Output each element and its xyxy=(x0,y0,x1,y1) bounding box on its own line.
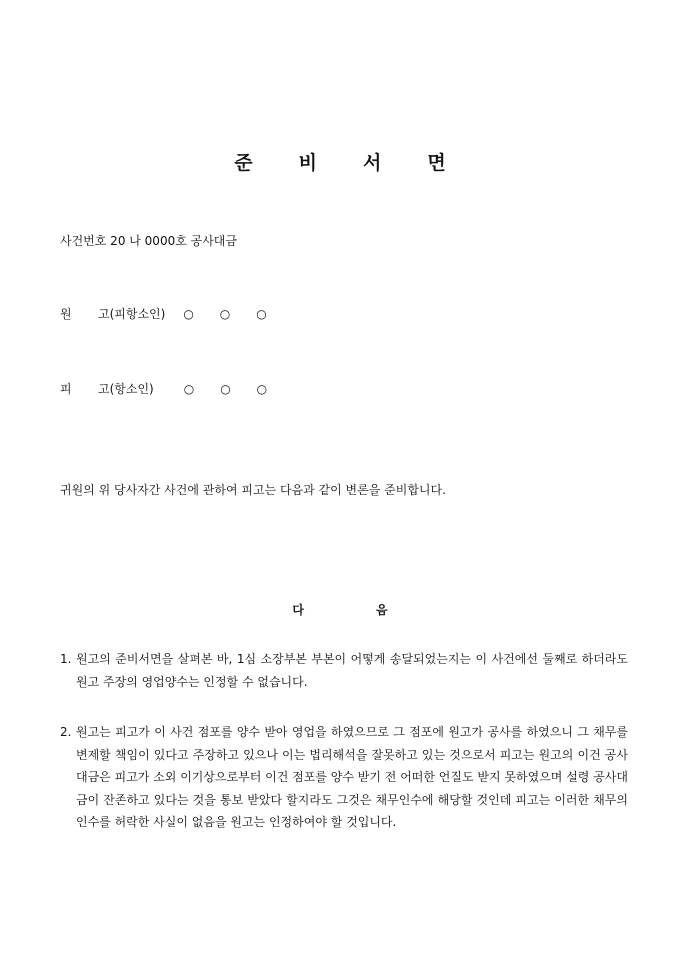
list-item-2-text: 원고는 피고가 이 사건 점포를 양수 받아 영업을 하였으므로 그 점포에 원고가 공사를 하였으니 그 채무를 변제할 책임이 있다고 주장하고 있으나 이는 법리해석을 잘못하고 있는 것으로서 피고는 원고의 이건 공사대금은 피고가 소외 이기상으로부터 이건 점포를 양수 받기 전 어떠한 언질도 받지 못하였으며 설령 공사대금이 잔존하고 있다는 것을 통보 받았다 할지라도 그것은 채무인수에 해당할 것인데 피고는 이러한 채무의 인수를 허락한 사실이 없음을 원고는 인정하여야 할 것입니다. xyxy=(76,725,628,829)
list-item-2-number: 2. xyxy=(60,725,72,739)
list-item-1-text: 원고의 준비서면을 살펴본 바, 1심 소장부본 부본이 어떻게 송달되었는지는 이 사건에선 둘째로 하더라도 원고 주장의 영업양수는 인정할 수 없습니다. xyxy=(76,652,628,689)
defendant-role-rest: 고(항소인) xyxy=(98,382,154,396)
defendant-line xyxy=(60,380,293,397)
list-item-1 xyxy=(60,648,628,693)
intro-paragraph: 귀원의 위 당사자간 사건에 관하여 피고는 다음과 같이 변론을 준비합니다. xyxy=(60,483,446,497)
defendant-name: ○○○ xyxy=(183,382,294,396)
plaintiff-name: ○○○ xyxy=(183,307,293,321)
case-number-line: 사건번호 20 나 0000호 공사대금 xyxy=(60,234,237,248)
defendant-role-first: 피 xyxy=(60,382,72,396)
section-heading xyxy=(0,601,680,618)
list-item-2 xyxy=(60,721,628,834)
document-title: 준비서면 xyxy=(234,152,492,174)
plaintiff-line xyxy=(60,305,293,322)
plaintiff-role-first: 원 xyxy=(60,307,72,321)
section-heading-part-2: 음 xyxy=(376,603,388,617)
plaintiff-role-rest: 고(피항소인) xyxy=(98,307,166,321)
list-item-1-number: 1. xyxy=(60,652,72,666)
section-heading-part-1: 다 xyxy=(292,603,304,617)
